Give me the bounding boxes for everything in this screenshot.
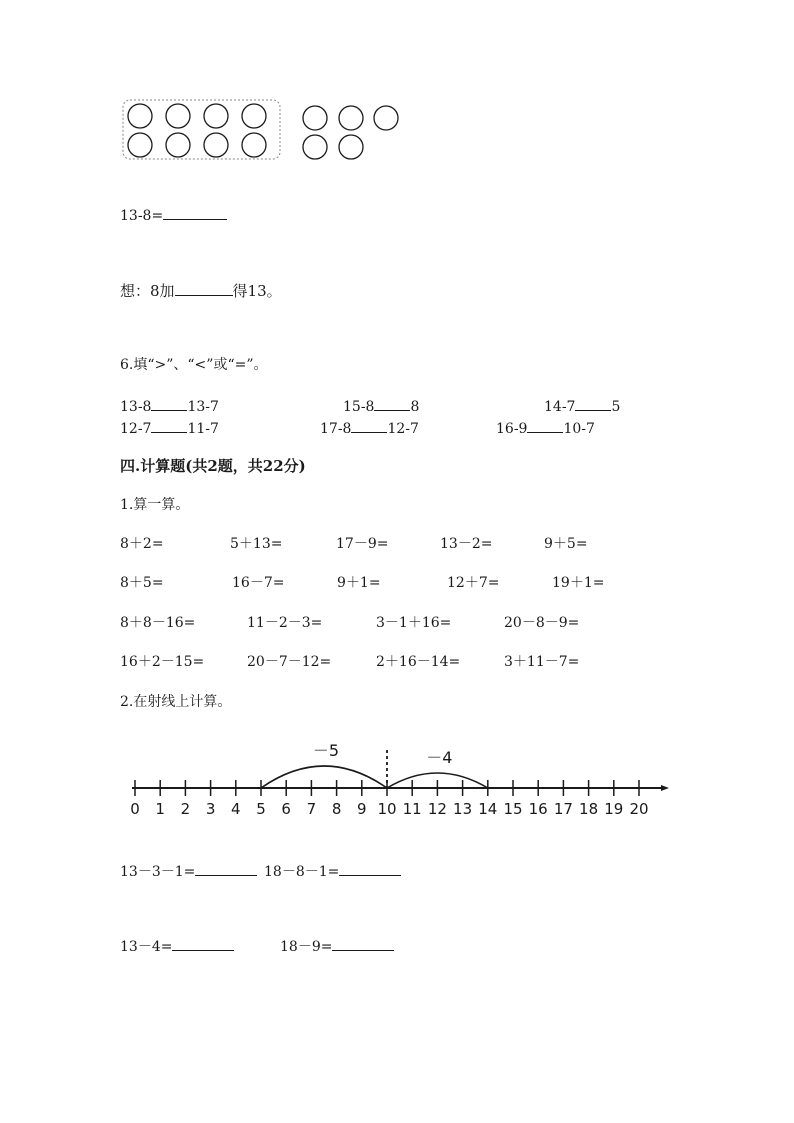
- calc-item: 3＋11－7=: [504, 654, 580, 670]
- answer-item: [264, 861, 401, 881]
- calc-item: 16＋2－15=: [120, 654, 205, 670]
- counter-circle: [128, 104, 152, 128]
- answer-blank[interactable]: [163, 205, 227, 220]
- calc-item: 20－8－9=: [504, 615, 580, 631]
- tick-label: 12: [427, 800, 447, 818]
- calc-item: 13－2=: [440, 536, 493, 552]
- counter-circle: [166, 104, 190, 128]
- counter-circle: [128, 133, 152, 157]
- answer-expr: 18－9=: [280, 939, 333, 955]
- compare-left: 14-7: [544, 399, 576, 415]
- calc-item: 11－2－3=: [247, 615, 323, 631]
- calc-item: 12＋7=: [447, 575, 500, 591]
- q1-title: 1.算一算。: [120, 497, 190, 513]
- compare-blank[interactable]: [151, 396, 187, 411]
- calc-item: 8＋2=: [120, 536, 164, 552]
- calc-item: 9＋1=: [337, 575, 381, 591]
- q2-title: 2.在射线上计算。: [120, 694, 232, 710]
- answer-item: [120, 861, 257, 881]
- tick-label: 15: [503, 800, 523, 818]
- tick-label: 11: [402, 800, 422, 818]
- counter-circle: [303, 106, 327, 130]
- jump-label: －5: [312, 741, 340, 760]
- arrow-head: [661, 785, 669, 791]
- compare-right: 5: [611, 399, 621, 415]
- tick-label: 4: [231, 800, 241, 818]
- compare-item: [343, 396, 419, 416]
- circles-figure: [118, 95, 408, 167]
- compare-item: [496, 418, 595, 438]
- compare-item: [120, 396, 219, 416]
- counter-circle: [374, 106, 398, 130]
- think-suffix: 得13。: [232, 282, 282, 300]
- counter-circle: [242, 133, 266, 157]
- section-4-title: 四.计算题(共2题，共22分): [120, 457, 306, 475]
- counter-circle: [204, 133, 228, 157]
- compare-left: 13-8: [120, 399, 152, 415]
- calc-item: 8＋5=: [120, 575, 164, 591]
- compare-item: [320, 418, 419, 438]
- tick-label: 10: [377, 800, 397, 818]
- answer-blank[interactable]: [339, 861, 401, 876]
- answer-item: [120, 936, 234, 956]
- answer-blank[interactable]: [175, 281, 233, 296]
- think-line: [120, 281, 282, 300]
- tick-label: 17: [553, 800, 573, 818]
- calc-item: 9＋5=: [544, 536, 588, 552]
- question-13-8: [120, 205, 227, 225]
- tick-label: 13: [453, 800, 473, 818]
- calc-item: 2＋16－14=: [376, 654, 461, 670]
- answer-blank[interactable]: [172, 936, 234, 951]
- compare-blank[interactable]: [151, 418, 187, 433]
- calc-item: 16－7=: [232, 575, 285, 591]
- tick-label: 3: [205, 800, 216, 818]
- counter-circle: [166, 133, 190, 157]
- tick-label: 9: [357, 800, 367, 818]
- counter-circle: [303, 135, 327, 159]
- tick-label: 18: [579, 800, 599, 818]
- question-13-8-text: 13-8=: [120, 208, 164, 224]
- counter-circle: [339, 106, 363, 130]
- q6-title: 6.填“>”、“<”或“=”。: [120, 357, 268, 373]
- tick-label: 19: [604, 800, 624, 818]
- tick-label: 8: [331, 800, 342, 818]
- compare-right: 8: [410, 399, 420, 415]
- tick-label: 2: [180, 800, 191, 818]
- compare-blank[interactable]: [575, 396, 611, 411]
- answer-expr: 18－8－1=: [264, 864, 340, 880]
- jump-arc: [261, 766, 387, 788]
- tick-label: 6: [281, 800, 291, 818]
- answer-blank[interactable]: [195, 861, 257, 876]
- tick-label: 20: [629, 800, 649, 818]
- tick-label: 16: [528, 800, 548, 818]
- compare-item: [120, 418, 219, 438]
- tick-label: 1: [155, 800, 165, 818]
- counter-circle: [339, 135, 363, 159]
- counter-circle: [242, 104, 266, 128]
- compare-left: 15-8: [343, 399, 375, 415]
- answer-item: [280, 936, 394, 956]
- tick-label: 14: [478, 800, 498, 818]
- compare-blank[interactable]: [351, 418, 387, 433]
- calc-item: 3－1＋16=: [376, 615, 452, 631]
- answer-expr: 13－4=: [120, 939, 173, 955]
- number-line: [120, 740, 680, 825]
- calc-item: 19＋1=: [552, 575, 605, 591]
- ten-frame-box: [123, 100, 280, 159]
- calc-item: 8＋8－16=: [120, 615, 196, 631]
- compare-blank[interactable]: [374, 396, 410, 411]
- answer-expr: 13－3－1=: [120, 864, 196, 880]
- answer-blank[interactable]: [332, 936, 394, 951]
- boxed-circles: [128, 104, 266, 157]
- compare-left: 12-7: [120, 421, 152, 437]
- compare-item: [544, 396, 620, 416]
- calc-item: 17－9=: [336, 536, 389, 552]
- counter-circle: [204, 104, 228, 128]
- compare-right: 10-7: [563, 421, 595, 437]
- calc-item: 5＋13=: [230, 536, 283, 552]
- tick-label: 0: [130, 800, 140, 818]
- compare-right: 13-7: [187, 399, 219, 415]
- compare-left: 16-9: [496, 421, 528, 437]
- tick-label: 7: [306, 800, 317, 818]
- compare-right: 12-7: [387, 421, 419, 437]
- tick-label: 5: [256, 800, 266, 818]
- think-prefix: 想：8加: [120, 282, 175, 300]
- compare-blank[interactable]: [527, 418, 563, 433]
- compare-right: 11-7: [187, 421, 219, 437]
- compare-left: 17-8: [320, 421, 352, 437]
- calc-item: 20－7－12=: [247, 654, 332, 670]
- loose-circles: [303, 106, 398, 159]
- jump-label: －4: [426, 748, 453, 767]
